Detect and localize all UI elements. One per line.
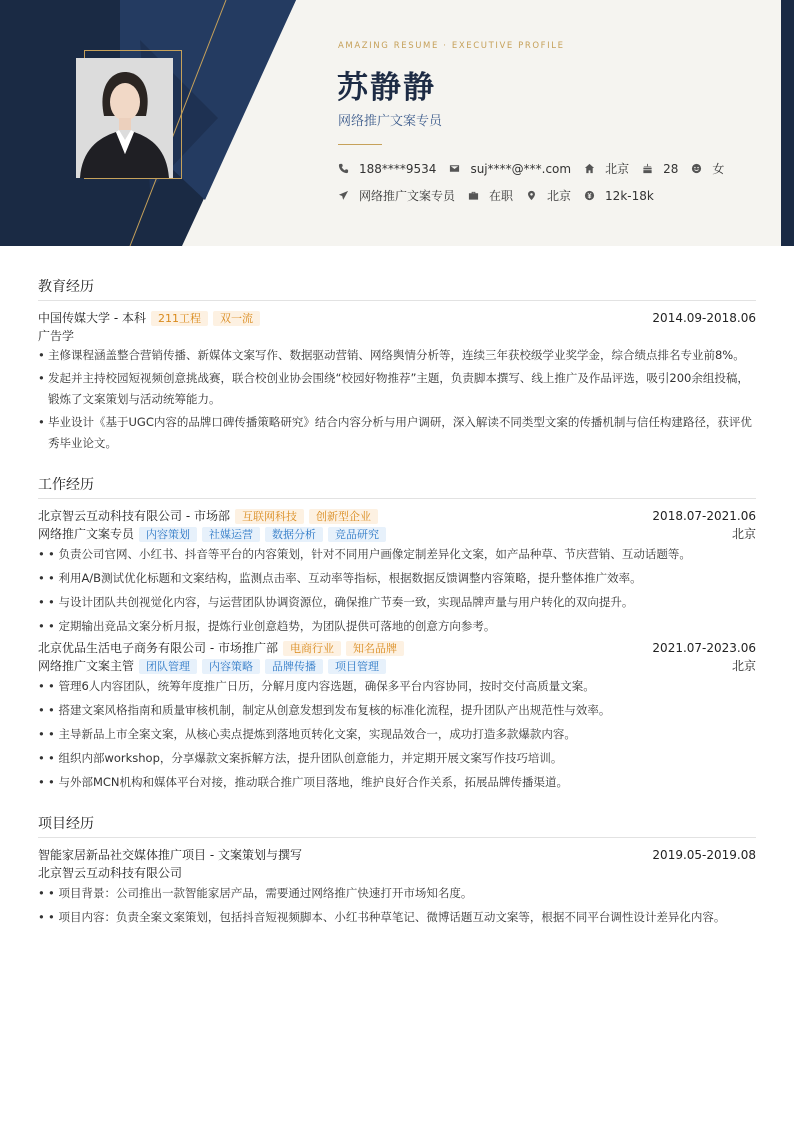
city-text: 北京 bbox=[605, 162, 630, 176]
list-item: • • 主导新品上市全案文案，从核心卖点提炼到落地页转化文案，实现品效合一，成功打造多款爆款内容。 bbox=[38, 723, 756, 745]
company-group bbox=[38, 639, 404, 657]
job-entry bbox=[38, 507, 756, 637]
list-item: • 主修课程涵盖整合营销传播、新媒体文案写作、数据驱动营销、网络舆情分析等，连续三年获校级学业奖学金，综合绩点排名专业前8%。 bbox=[38, 345, 756, 366]
education-major: 广告学 bbox=[38, 329, 75, 343]
education-bullets bbox=[38, 345, 756, 454]
section-title-project: 项目经历 bbox=[38, 813, 756, 838]
title-divider bbox=[338, 144, 382, 145]
list-item: • • 项目背景：公司推出一款智能家居产品，需要通过网络推广快速打开市场知名度。 bbox=[38, 882, 756, 904]
list-item: • 毕业设计《基于UGC内容的品牌口碑传播策略研究》结合内容分析与用户调研，深入解读不同类型文案的传播机制与信任构建路径，获评优秀毕业论文。 bbox=[38, 412, 756, 454]
candidate-title: 网络推广文案专员 bbox=[338, 114, 443, 129]
company-tag: 电商行业 bbox=[283, 641, 341, 656]
location-icon bbox=[526, 190, 537, 201]
send-icon bbox=[338, 190, 349, 201]
header-right-strip bbox=[781, 0, 794, 246]
age-text: 28 bbox=[663, 161, 679, 176]
job-location: 北京 bbox=[731, 659, 756, 673]
list-item: • • 利用A/B测试优化标题和文案结构，监测点击率、互动率等指标，根据数据反馈调整内容策略，提升整体推广效率。 bbox=[38, 567, 756, 589]
job-role: 网络推广文案主管 bbox=[38, 659, 135, 673]
company-tag: 创新型企业 bbox=[309, 509, 378, 524]
skill-tag: 内容策略 bbox=[202, 659, 260, 674]
list-item: • • 搭建文案风格指南和质量审核机制，制定从创意发想到发布复核的标准化流程，提升团队产出规范性与效率。 bbox=[38, 699, 756, 721]
header-kicker: AMAZING RESUME · EXECUTIVE PROFILE bbox=[338, 41, 565, 51]
phone-text: 188****9534 bbox=[359, 161, 437, 176]
email-text: suj****@***.com bbox=[470, 161, 572, 176]
section-title-education: 教育经历 bbox=[38, 276, 756, 301]
gender-text: 女 bbox=[712, 162, 725, 176]
job-bullets bbox=[38, 675, 756, 793]
skill-tag: 项目管理 bbox=[328, 659, 386, 674]
list-item: • • 管理6人内容团队，统筹年度推广日历，分解月度内容选题，确保多平台内容协同，按时交付高质量文案。 bbox=[38, 675, 756, 697]
list-item: • • 定期输出竞品文案分析月报，提炼行业创意趋势，为团队提供可落地的创意方向参考。 bbox=[38, 615, 756, 637]
company-name: 北京智云互动科技有限公司 - 市场部 bbox=[38, 509, 230, 523]
skill-tag: 品牌传播 bbox=[265, 659, 323, 674]
intent-city-item bbox=[526, 187, 571, 204]
education-section bbox=[38, 276, 756, 454]
job-intent-row bbox=[338, 187, 667, 204]
skill-tag: 社媒运营 bbox=[202, 527, 260, 542]
briefcase-icon bbox=[468, 190, 479, 201]
list-item: • • 项目内容：负责全案文案策划，包括抖音短视频脚本、小红书种草笔记、微博话题互动文案等，根据不同平台调性设计差异化内容。 bbox=[38, 906, 756, 928]
intent-position-text: 网络推广文案专员 bbox=[359, 189, 456, 203]
list-item: • 发起并主持校园短视频创意挑战赛，联合校创业协会围绕“校园好物推荐”主题，负责脚本撰写、线上推广及作品评选，吸引200余组投稿，锻炼了文案策划与活动统筹能力。 bbox=[38, 368, 756, 410]
skill-tag: 团队管理 bbox=[139, 659, 197, 674]
company-name: 北京优品生活电子商务有限公司 - 市场推广部 bbox=[38, 641, 278, 655]
project-company: 北京智云互动科技有限公司 bbox=[38, 866, 183, 880]
profile-photo bbox=[76, 58, 173, 178]
school-tag: 211工程 bbox=[151, 311, 208, 326]
school-group bbox=[38, 309, 260, 327]
list-item: • • 与外部MCN机构和媒体平台对接，推动联合推广项目落地，维护良好合作关系，拓展品牌传播渠道。 bbox=[38, 771, 756, 793]
salary-icon bbox=[584, 190, 595, 201]
job-role-row bbox=[38, 657, 756, 675]
education-date: 2014.09-2018.06 bbox=[652, 311, 756, 325]
job-role: 网络推广文案专员 bbox=[38, 527, 135, 541]
gender-icon bbox=[691, 163, 702, 174]
company-tag: 知名品牌 bbox=[346, 641, 404, 656]
job-date: 2021.07-2023.06 bbox=[652, 641, 756, 655]
education-header-row bbox=[38, 309, 756, 327]
intent-position-item bbox=[338, 187, 455, 204]
role-group bbox=[38, 525, 386, 543]
job-location: 北京 bbox=[731, 527, 756, 541]
company-group bbox=[38, 507, 378, 525]
job-role-row bbox=[38, 525, 756, 543]
job-header-row bbox=[38, 507, 756, 525]
job-bullets bbox=[38, 543, 756, 637]
home-icon bbox=[584, 163, 595, 174]
school-name: 中国传媒大学 - 本科 bbox=[38, 311, 146, 325]
section-title-work: 工作经历 bbox=[38, 474, 756, 499]
intent-city-text: 北京 bbox=[547, 189, 572, 203]
intent-salary-text: 12k-18k bbox=[605, 188, 654, 203]
company-tag: 互联网科技 bbox=[235, 509, 304, 524]
phone-item bbox=[338, 162, 436, 176]
project-header-row bbox=[38, 846, 756, 864]
phone-icon bbox=[338, 163, 349, 174]
project-bullets bbox=[38, 882, 756, 928]
contact-row bbox=[338, 160, 737, 177]
project-date: 2019.05-2019.08 bbox=[652, 848, 756, 862]
project-section bbox=[38, 813, 756, 928]
gender-item bbox=[691, 160, 724, 177]
mail-icon bbox=[449, 163, 460, 174]
skill-tag: 内容策划 bbox=[139, 527, 197, 542]
candidate-name: 苏静静 bbox=[337, 70, 436, 106]
school-tag: 双一流 bbox=[213, 311, 260, 326]
intent-status-item bbox=[468, 187, 513, 204]
list-item: • • 与设计团队共创视觉化内容，与运营团队协调资源位，确保推广节奏一致，实现品牌声量与用户转化的双向提升。 bbox=[38, 591, 756, 613]
skill-tag: 数据分析 bbox=[265, 527, 323, 542]
role-group bbox=[38, 657, 386, 675]
email-item bbox=[449, 162, 571, 176]
intent-status-text: 在职 bbox=[489, 189, 514, 203]
intent-salary-item bbox=[584, 189, 654, 203]
project-name: 智能家居新品社交媒体推广项目 - 文案策划与撰写 bbox=[38, 848, 302, 862]
job-date: 2018.07-2021.06 bbox=[652, 509, 756, 523]
resume-header bbox=[0, 0, 794, 246]
work-section bbox=[38, 474, 756, 793]
skill-tag: 竞品研究 bbox=[328, 527, 386, 542]
age-item bbox=[642, 162, 678, 176]
cake-icon bbox=[642, 163, 653, 174]
job-header-row bbox=[38, 639, 756, 657]
job-entry bbox=[38, 639, 756, 793]
resume-body bbox=[38, 276, 756, 948]
list-item: • • 组织内部workshop，分享爆款文案拆解方法，提升团队创意能力，并定期开展文案写作技巧培训。 bbox=[38, 747, 756, 769]
city-item bbox=[584, 160, 629, 177]
list-item: • • 负责公司官网、小红书、抖音等平台的内容策划，针对不同用户画像定制差异化文案，如产品种草、节庆营销、互动话题等。 bbox=[38, 543, 756, 565]
